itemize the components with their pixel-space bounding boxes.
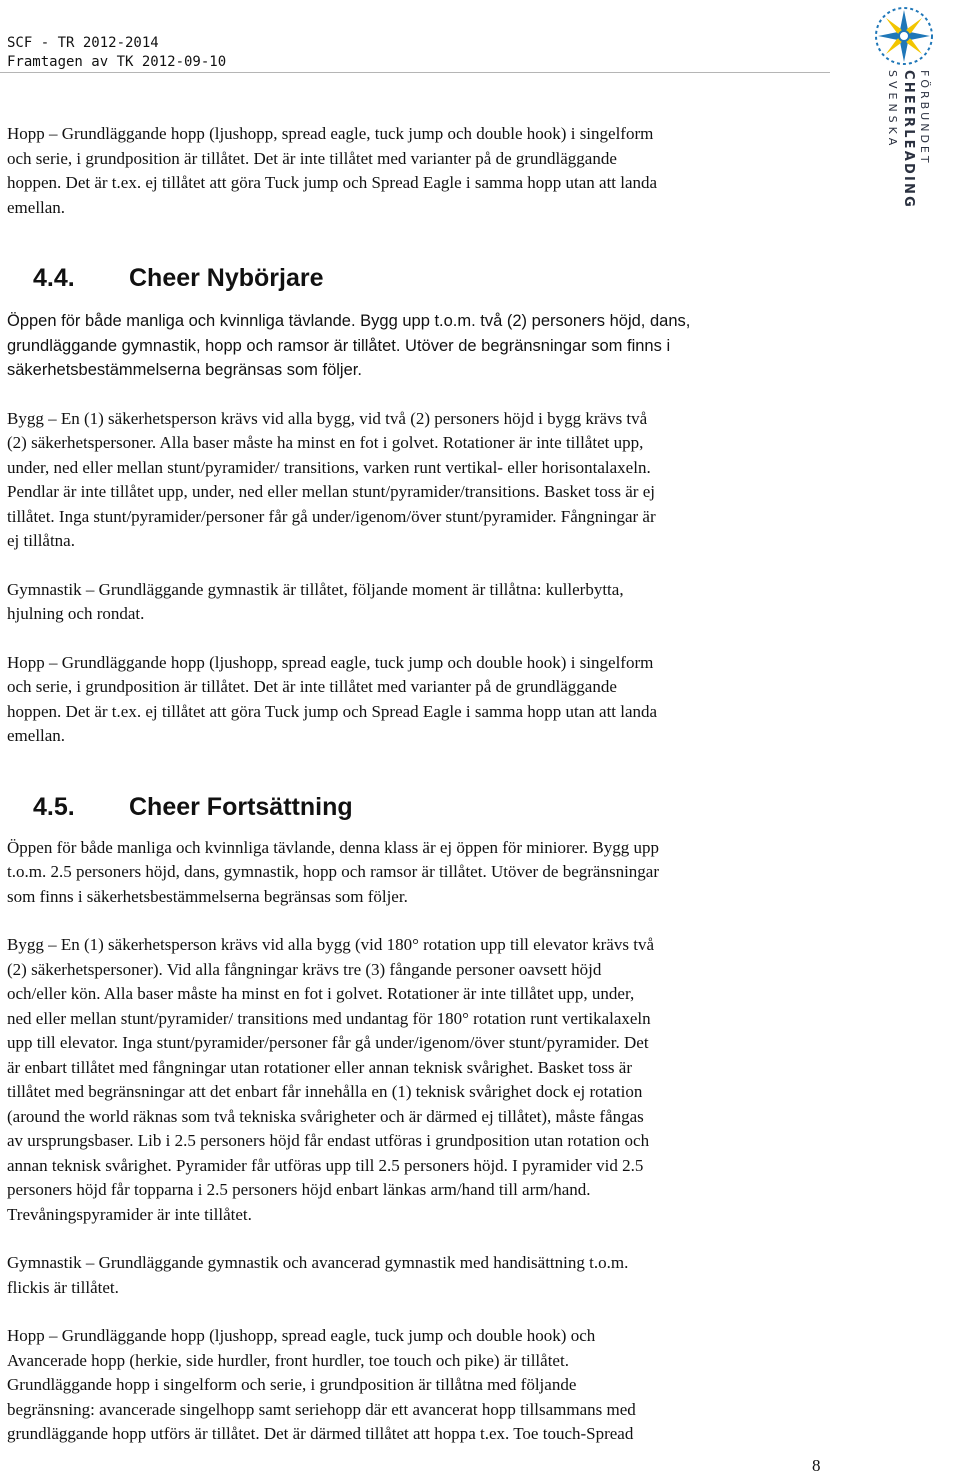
star-emblem-icon (868, 4, 956, 70)
header-line-2: Framtagen av TK 2012-09-10 (7, 54, 227, 70)
paragraph-bygg-nyborjare: Bygg – En (1) säkerhetsperson krävs vid alla bygg, vid två (2) personers höjd i bygg krävs två (2) säkerhetspersoner. Alla baser måste ha minst en fot i golvet. Rotationer är inte tillåtet upp, under, ned eller mellan stunt/pyramider/ transitions, varken runt vertikal- eller horisontalaxeln. Pendlar är inte tillåtet upp, under, ned eller mellan stunt/pyramider/transitions. Basket toss är ej tillåtet. Inga stunt/pyramider/personer får gå under/igenom/över stunt/pyramider. Fångningar är ej tillåtna. (7, 408, 656, 550)
svenska-cheerleading-logo (868, 4, 956, 209)
paragraph-oppen-nyborjare: Öppen för både manliga och kvinnliga tävlande. Bygg upp t.o.m. två (2) personers höjd, dans, grundläggande gymnastik, hopp och ramsor är tillåtet. Utöver de begränsningar som finns i säkerhetsbestämmelserna begränsas som följer. (7, 312, 691, 379)
section-title: Cheer Nybörjare (129, 264, 324, 292)
logo-text-forbundet: FÖRBUNDET (918, 70, 931, 166)
paragraph-oppen-fortsattning: Öppen för både manliga och kvinnliga tävlande, denna klass är ej öppen för miniorer. Bygg upp t.o.m. 2.5 personers höjd, dans, gymnastik, hopp och ramsor är tillåtet. Utöver de begränsningar som finns i säkerhetsbestämmelserna begränsas som följer. (7, 837, 659, 906)
section-number: 4.5. (33, 792, 75, 821)
logo-text-cheerleading: CHEERLEADING (901, 70, 916, 209)
document-body (7, 122, 827, 1447)
paragraph-gymnastik-fortsattning: Gymnastik – Grundläggande gymnastik och avancerad gymnastik med handisättning t.o.m. flickis är tillåtet. (7, 1253, 629, 1297)
header-divider (0, 72, 830, 73)
logo-text-svenska: SVENSKA (886, 70, 899, 150)
section-title: Cheer Fortsättning (129, 792, 353, 821)
header-line-1: SCF - TR 2012-2014 (7, 35, 159, 51)
document-header (7, 34, 226, 72)
section-heading-4-5 (7, 792, 827, 822)
paragraph-hopp-nybörjare-intro: Hopp – Grundläggande hopp (ljushopp, spread eagle, tuck jump och double hook) i singelform och serie, i grundposition är tillåtet. Det är inte tillåtet med varianter på de grundläggande hoppen. Det är t.ex. ej tillåtet att göra Tuck jump och Spread Eagle i samma hopp utan att landa emellan. (7, 124, 658, 217)
paragraph-hopp-fortsattning: Hopp – Grundläggande hopp (ljushopp, spread eagle, tuck jump och double hook) och Avancerade hopp (herkie, side hurdler, front hurdler, toe touch och pike) är tillåtet. Grundläggande hopp i singelform och serie, i grundposition är tillåtna med följande begränsning: avancerade singelhopp samt seriehopp där ett avancerat hopp tillsammans med grundläggande hopp utförs är tillåtet. Det är därmed tillåtet att hoppa t.ex. Toe touch-Spread (7, 1326, 636, 1443)
paragraph-gymnastik-nyborjare: Gymnastik – Grundläggande gymnastik är tillåtet, följande moment är tillåtna: kullerbytta, hjulning och rondat. (7, 579, 624, 623)
paragraph-bygg-fortsattning: Bygg – En (1) säkerhetsperson krävs vid alla bygg (vid 180° rotation upp till elevator krävs två (2) säkerhetspersoner). Vid alla fångningar krävs tre (3) fångande personer oavsett höjd och/eller kön. Alla baser måste ha minst en fot i golvet. Rotationer är inte tillåtet upp, under, ned eller mellan stunt/pyramider/ transitions med undantag för 180° rotation runt vertikalaxeln upp till elevator. Inga stunt/pyramider/personer får gå under/igenom/över stunt/pyramider. Det är enbart tillåtet med fångningar utan rotationer eller annan teknisk svårighet. Basket toss är tillåtet med begränsningar att det enbart får innehålla en (1) teknisk svårighet dock ej rotation (around the world räknas som två tekniska svårigheter och är därmed ej tillåtet), måste fångas av ursprungsbaser. Lib i 2.5 personers höjd får endast utföras i grundposition utan rotation och annan teknisk svårighet. Pyramider får utföras upp till 2.5 personers höjd. I pyramider vid 2.5 personers höjd får topparna i 2.5 personers höjd enbart länkas arm/hand till arm/hand. Trevåningspyramider är inte tillåtet. (7, 935, 654, 1224)
paragraph-hopp-nyborjare: Hopp – Grundläggande hopp (ljushopp, spread eagle, tuck jump och double hook) i singelform och serie, i grundposition är tillåtet. Det är inte tillåtet med varianter på de grundläggande hoppen. Det är t.ex. ej tillåtet att göra Tuck jump och Spread Eagle i samma hopp utan att landa emellan. (7, 652, 658, 745)
section-heading-4-4 (7, 263, 827, 293)
section-number: 4.4. (33, 264, 75, 292)
page-number: 8 (812, 1456, 821, 1475)
